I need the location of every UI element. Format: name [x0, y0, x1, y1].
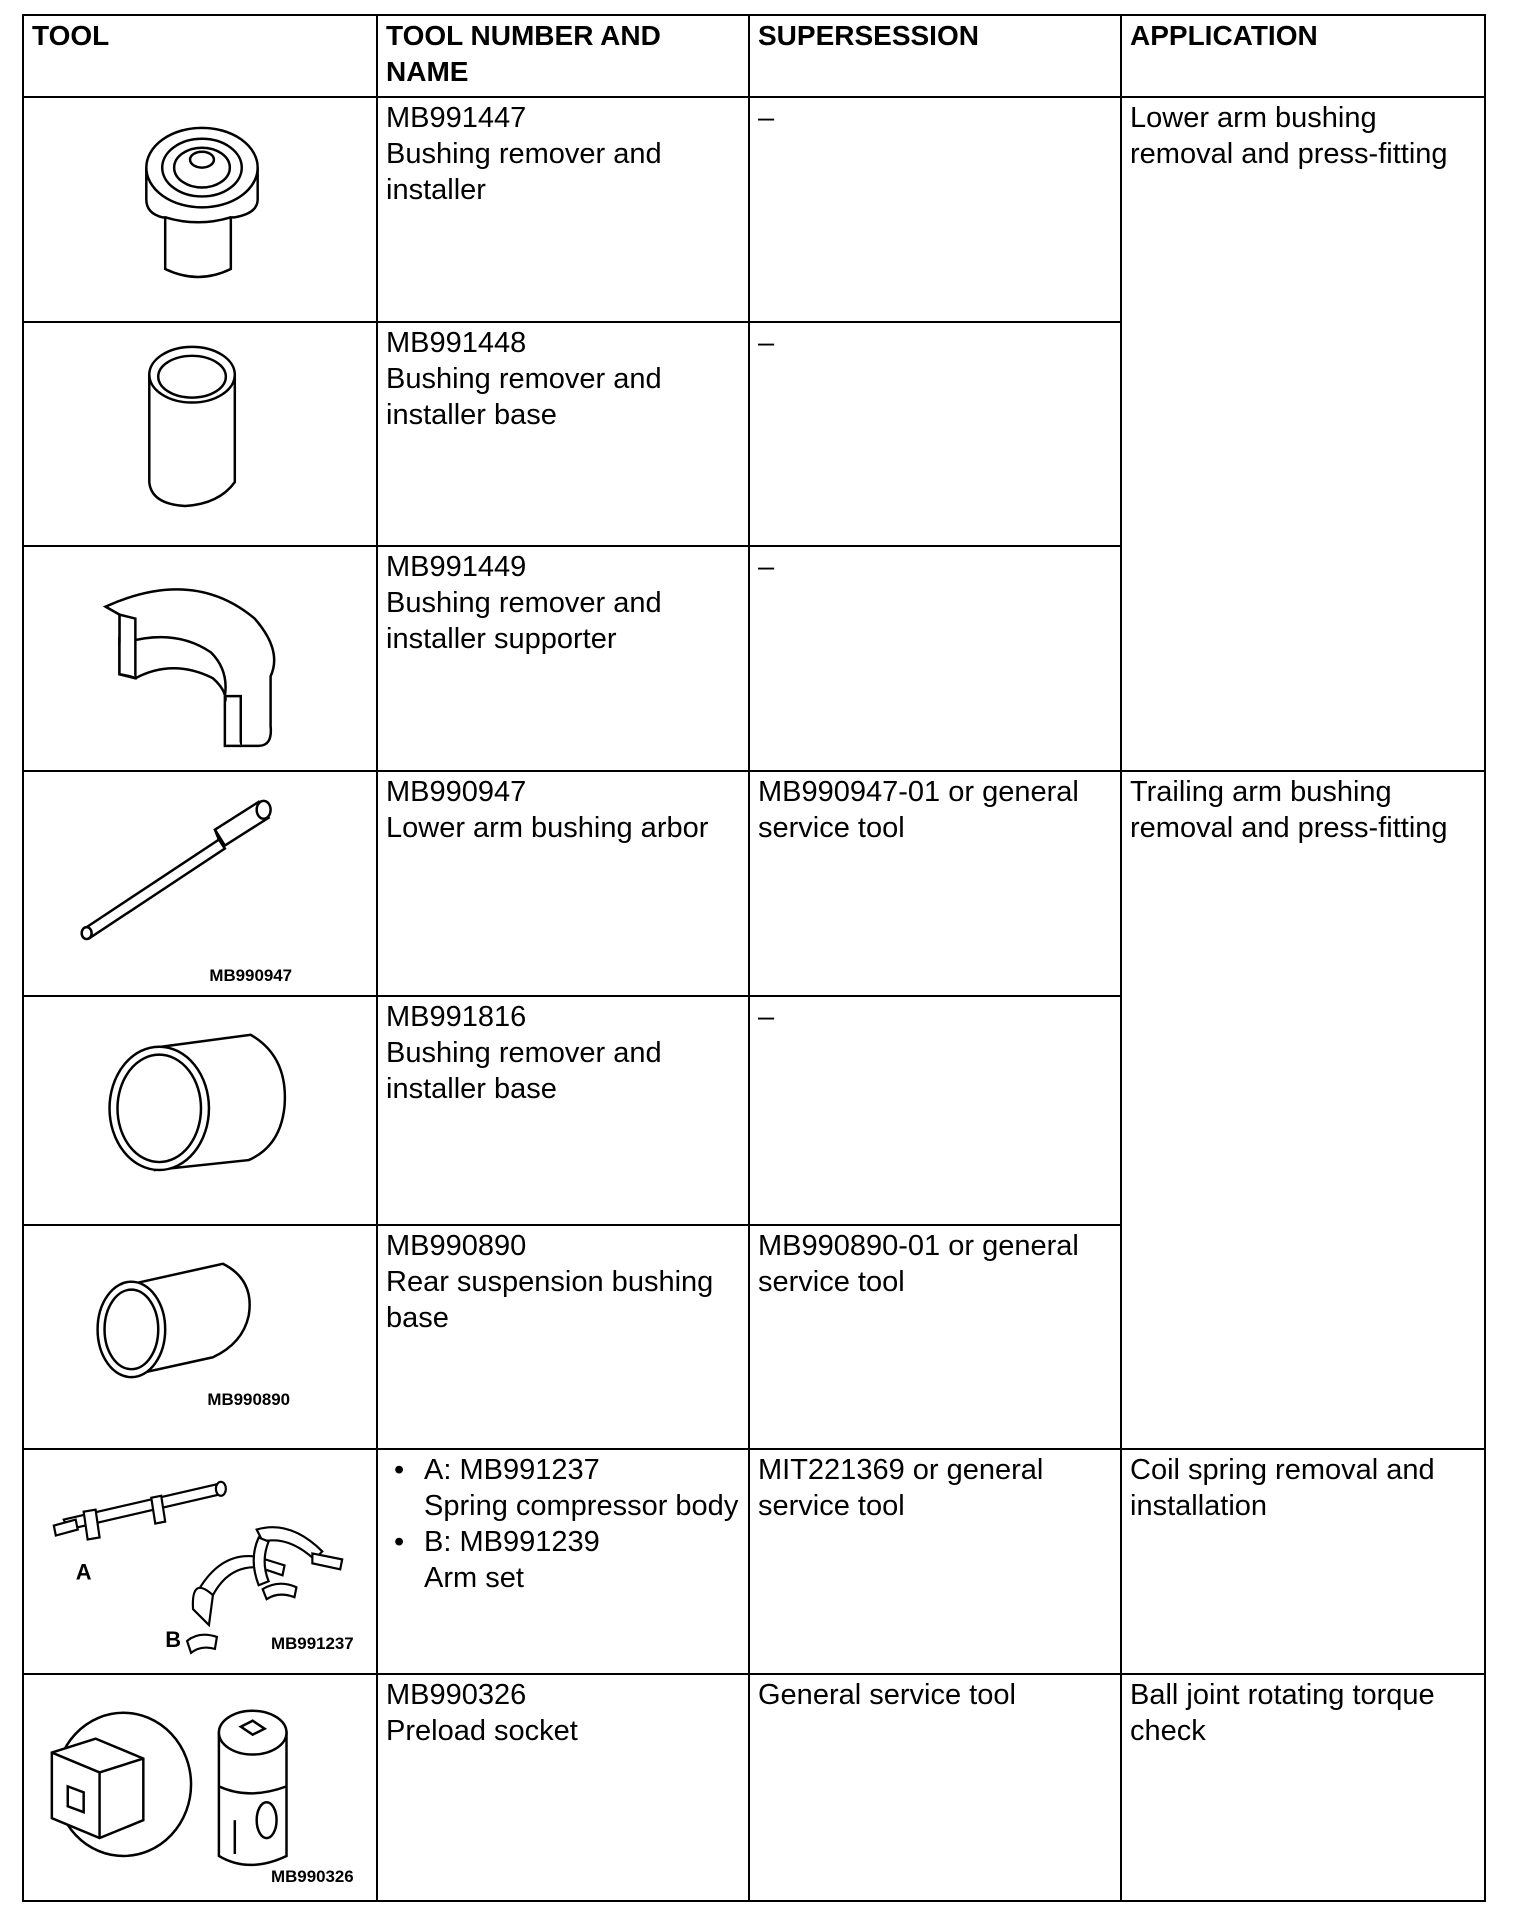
arbor-rod-drawing — [24, 772, 376, 995]
application-cell — [1121, 1449, 1485, 1674]
table-row — [23, 771, 1485, 996]
tool-number: MB991816 — [386, 1000, 527, 1033]
suspension-bushing-base-drawing — [24, 1226, 376, 1449]
supersession-cell — [749, 1449, 1121, 1674]
supersession-value: – — [758, 102, 775, 134]
tool-image-caption: MB990947 — [209, 966, 293, 986]
tool-image-cell — [23, 322, 377, 547]
tool-number-name-cell — [377, 771, 749, 996]
table-row — [23, 97, 1485, 322]
tool-image-cell — [23, 97, 377, 322]
tool-number-name-cell — [377, 322, 749, 547]
supersession-cell — [749, 1674, 1121, 1901]
tool-image-cell — [23, 771, 377, 996]
tool-number: MB991449 — [386, 551, 527, 584]
special-tools-table — [22, 14, 1486, 1902]
table-row — [23, 1674, 1485, 1901]
supersession-value: General service tool — [758, 1679, 1016, 1712]
application-cell — [1121, 1674, 1485, 1901]
short-cylinder-base-drawing — [24, 997, 376, 1224]
list-item — [424, 1524, 740, 1596]
tool-name: Bushing remover and installer — [386, 138, 662, 206]
application-cell — [1121, 771, 1485, 1449]
tool-number: MB990947 — [386, 776, 527, 809]
header-number-name: TOOL NUMBER AND NAME — [377, 15, 749, 97]
application-value: Ball joint rotating torque check — [1130, 1679, 1435, 1748]
tool-image-cell — [23, 996, 377, 1225]
tool-image-cell — [23, 1225, 377, 1450]
bushing-base-cylinder-drawing — [24, 323, 376, 546]
bushing-remover-installer-drawing — [24, 98, 376, 321]
tool-name: Bushing remover and installer base — [386, 362, 662, 431]
tool-item-label: • A: MB991237 — [424, 1454, 600, 1487]
tool-image-cell — [23, 546, 377, 771]
header-supersession: SUPERSESSION — [749, 15, 1121, 97]
tool-item-name: Spring compressor body — [424, 1490, 739, 1523]
preload-socket-drawing — [24, 1675, 376, 1900]
tool-number-name-cell — [377, 1449, 749, 1674]
supersession-value: MIT221369 or general service tool — [758, 1454, 1044, 1523]
split-ring-supporter-drawing — [24, 547, 376, 770]
supersession-cell — [749, 546, 1121, 771]
supersession-cell — [749, 97, 1121, 322]
supersession-value: – — [758, 551, 775, 584]
tool-number: MB990890 — [386, 1229, 527, 1262]
list-item — [424, 1452, 740, 1524]
application-value: Coil spring removal and installation — [1130, 1454, 1435, 1523]
tool-image-caption: MB990890 — [207, 1389, 291, 1409]
tool-number-name-cell — [377, 996, 749, 1225]
tool-number: MB991447 — [386, 102, 527, 134]
callout-b: B — [165, 1627, 182, 1653]
tool-name: Rear suspension bushing base — [386, 1265, 714, 1334]
application-cell — [1121, 97, 1485, 771]
tool-number-name-cell — [377, 546, 749, 771]
tool-image-cell — [23, 1449, 377, 1674]
tool-name: Lower arm bushing arbor — [386, 812, 709, 845]
supersession-cell — [749, 996, 1121, 1225]
supersession-value: MB990890-01 or general service tool — [758, 1229, 1079, 1298]
supersession-value: – — [758, 1000, 775, 1033]
tool-number: MB991448 — [386, 326, 527, 359]
tool-name: Bushing remover and installer base — [386, 1036, 662, 1105]
tool-number: MB990326 — [386, 1679, 527, 1712]
application-value: Trailing arm bushing removal and press-fitting — [1130, 776, 1448, 845]
tool-item-name: Arm set — [424, 1562, 524, 1595]
callout-a: A — [75, 1559, 92, 1585]
supersession-value: MB990947-01 or general service tool — [758, 776, 1079, 845]
tool-name: Bushing remover and installer supporter — [386, 587, 662, 656]
tool-name: Preload socket — [386, 1715, 578, 1748]
application-value: Lower arm bushing removal and press-fitting — [1130, 102, 1448, 170]
tool-number-name-cell — [377, 1225, 749, 1450]
header-tool: TOOL — [23, 15, 377, 97]
tool-item-list — [386, 1452, 740, 1596]
supersession-cell — [749, 771, 1121, 996]
table-row — [23, 1449, 1485, 1674]
header-application: APPLICATION — [1121, 15, 1485, 97]
tool-image-cell — [23, 1674, 377, 1901]
tool-image-caption: MB990326 — [271, 1866, 354, 1886]
supersession-cell — [749, 1225, 1121, 1450]
supersession-cell — [749, 322, 1121, 547]
tool-number-name-cell — [377, 97, 749, 322]
supersession-value: – — [758, 326, 775, 359]
header-row — [23, 15, 1485, 97]
spring-compressor-drawing — [24, 1450, 376, 1673]
tool-item-label: • B: MB991239 — [424, 1526, 600, 1559]
tool-image-caption: MB991237 — [271, 1634, 354, 1654]
tool-number-name-cell — [377, 1674, 749, 1901]
